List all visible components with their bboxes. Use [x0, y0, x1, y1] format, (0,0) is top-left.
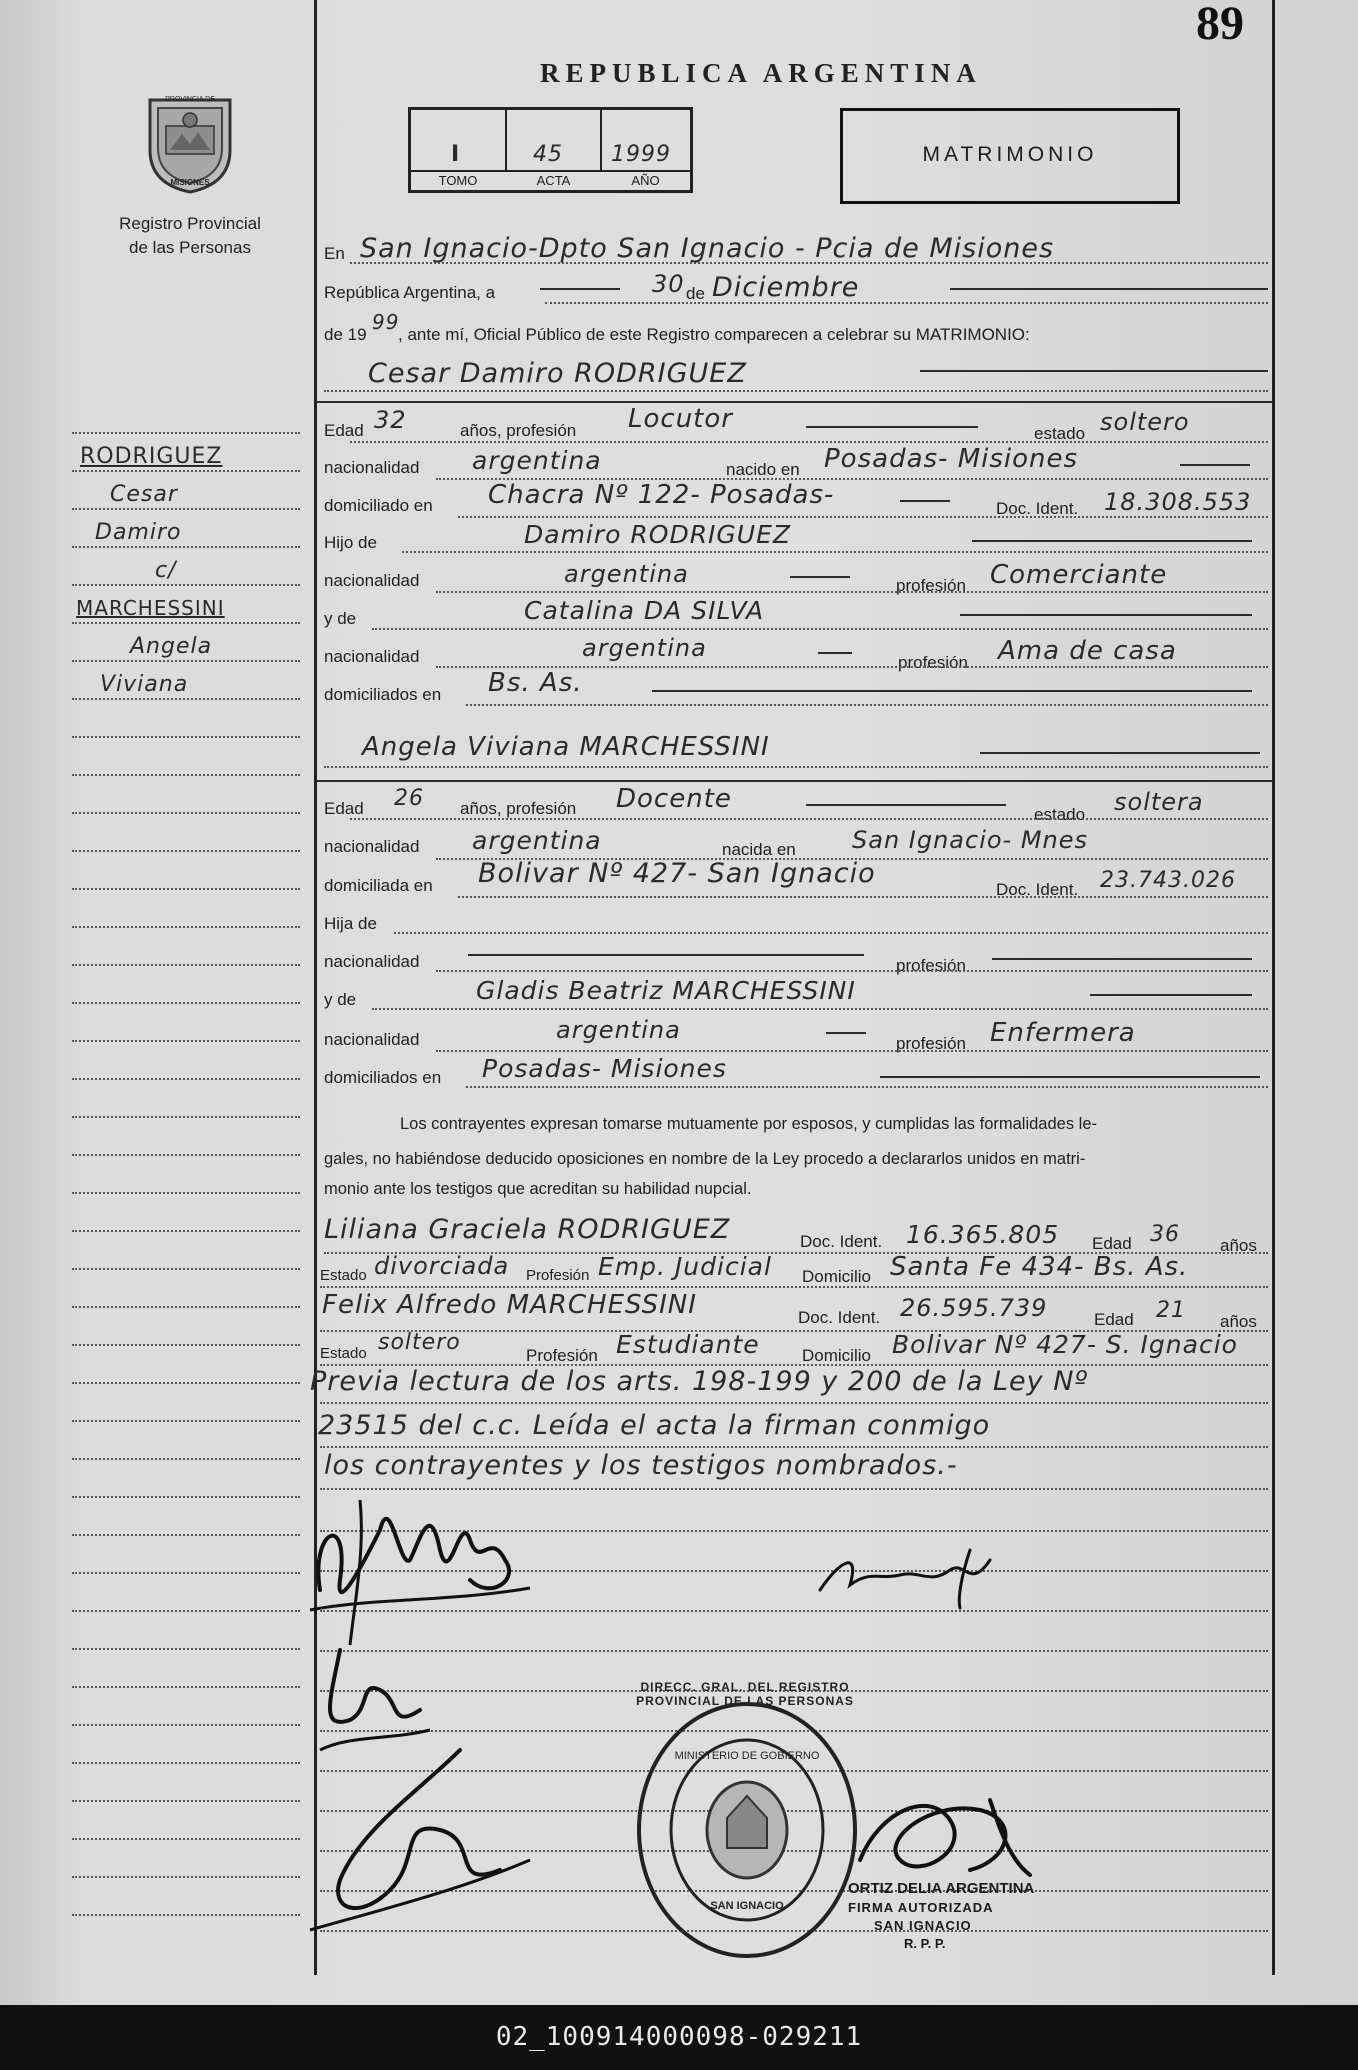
groom-mother-name: Catalina DA SILVA: [524, 596, 765, 625]
frame-right-line: [1272, 0, 1275, 1975]
witness2-signature: [300, 1740, 560, 1940]
witness1-prof-label: Profesión: [526, 1267, 590, 1284]
bride-doc-label: Doc. Ident.: [996, 880, 1079, 899]
bride-nac-label: nacionalidad: [324, 837, 420, 856]
witness2-address: Bolivar Nº 427- S. Ignacio: [892, 1330, 1238, 1359]
groom-hijo-label: Hijo de: [324, 533, 377, 552]
bride-signature: [810, 1540, 1010, 1610]
record-type-box: [840, 108, 1180, 204]
ceremony-month: Diciembre: [712, 272, 860, 303]
groom-age: 32: [374, 406, 407, 434]
bride-profession: Docente: [616, 784, 732, 814]
groom-nac-label: nacionalidad: [324, 458, 420, 477]
bride-parents-dom-label: domiciliados en: [324, 1068, 442, 1087]
witness1-marital-status: divorciada: [374, 1252, 510, 1280]
witness2-anos-label: años: [1220, 1312, 1257, 1331]
witness1-name: Liliana Graciela RODRIGUEZ: [324, 1214, 731, 1245]
official-abbr: R. P. P.: [904, 1936, 946, 1951]
closing-line3: los contrayentes y los testigos nombrados.-: [324, 1450, 958, 1481]
bride-estado-label: estado: [1034, 805, 1086, 824]
registry-stamp-icon: [632, 1698, 862, 1963]
groom-parents-address: Bs. As.: [488, 668, 583, 698]
margin-groom-surname: RODRIGUEZ: [80, 444, 223, 469]
country-title: REPUBLICA ARGENTINA: [540, 58, 982, 88]
witness2-marital-status: soltero: [378, 1330, 461, 1355]
bride-anos-prof-label: años, profesión: [460, 799, 577, 818]
groom-doc-number: 18.308.553: [1104, 488, 1252, 516]
groom-father-name: Damiro RODRIGUEZ: [524, 520, 792, 549]
witness2-doc-label: Doc. Ident.: [798, 1308, 881, 1327]
groom-marital-status: soltero: [1100, 408, 1190, 436]
witness1-doc: 16.365.805: [906, 1220, 1060, 1249]
bride-mother-nac-label: nacionalidad: [324, 1030, 420, 1049]
bride-edad-label: Edad: [324, 799, 364, 818]
groom-dom-label: domiciliado en: [324, 496, 433, 515]
bride-doc-number: 23.743.026: [1100, 868, 1236, 893]
margin-groom-name1: Cesar: [110, 482, 178, 507]
groom-mother-prof-label: profesión: [898, 653, 968, 672]
bride-yde-label: y de: [324, 990, 357, 1009]
groom-father-profession: Comerciante: [990, 560, 1168, 590]
bride-dom-label: domiciliada en: [324, 876, 433, 895]
ceremony-day: 30: [652, 270, 685, 298]
declaration-line3: monio ante los testigos que acreditan su habilidad nupcial.: [324, 1180, 752, 1198]
groom-nacido-label: nacido en: [726, 460, 800, 479]
closing-line2: 23515 del c.c. Leída el acta la firman conmigo: [318, 1410, 991, 1441]
witness1-age: 36: [1150, 1222, 1180, 1247]
ceremony-intro-text: , ante mí, Oficial Público de este Registro comparecen a celebrar su MATRIMONIO:: [398, 325, 1030, 344]
groom-mother-nationality: argentina: [582, 634, 707, 662]
folio-number: 89: [1196, 0, 1244, 50]
en-label: En: [324, 244, 345, 263]
groom-yde-label: y de: [324, 609, 357, 628]
acta-label: ACTA: [536, 173, 571, 188]
stamp-ring-text: DIRECC. GRAL. DEL REGISTRO PROVINCIAL DE LAS PERSONAS: [636, 1680, 854, 1708]
declaration-line1: Los contrayentes expresan tomarse mutuamente por esposos, y cumplidas las formalidades le-: [400, 1115, 1098, 1133]
margin-groom-name2: Damiro: [95, 520, 182, 545]
bride-address: Bolivar Nº 427- San Ignacio: [478, 858, 876, 889]
closing-line1: Previa lectura de los arts. 198-199 y 200 de la Ley Nº: [310, 1366, 1089, 1397]
witness2-edad-label: Edad: [1094, 1310, 1134, 1329]
groom-profession: Locutor: [628, 404, 733, 434]
groom-signature: [290, 1470, 550, 1650]
acta-value: 45: [533, 142, 563, 167]
witness1-edad-label: Edad: [1092, 1234, 1132, 1253]
groom-father-prof-label: profesión: [896, 576, 966, 595]
witness1-address: Santa Fe 434- Bs. As.: [890, 1252, 1189, 1282]
bride-marital-status: soltera: [1114, 788, 1204, 816]
margin-connector: c/: [155, 558, 177, 583]
declaration-line2: gales, no habiéndose deducido oposiciones en nombre de la Ley procedo a declararlos unidos en matri-: [324, 1150, 1086, 1168]
registry-name-line1: Registro Provincial: [119, 214, 261, 233]
witness1-anos-label: años: [1220, 1236, 1257, 1255]
witness1-doc-label: Doc. Ident.: [800, 1232, 883, 1251]
bride-mother-name: Gladis Beatriz MARCHESSINI: [476, 976, 856, 1005]
groom-mother-profession: Ama de casa: [998, 636, 1177, 666]
witness1-dom-label: Domicilio: [802, 1267, 871, 1286]
groom-nationality: argentina: [472, 446, 602, 475]
seal-top-text: PROVINCIA DE: [165, 96, 215, 103]
groom-mother-nac-label: nacionalidad: [324, 647, 420, 666]
bride-father-prof-label: profesión: [896, 956, 966, 975]
margin-bride-name1: Angela: [130, 634, 213, 659]
margin-bride-surname: MARCHESSINI: [76, 596, 225, 620]
witness2-prof-label: Profesión: [526, 1346, 598, 1365]
seal-bottom-text: MISIONES: [170, 178, 210, 187]
groom-birthplace: Posadas- Misiones: [824, 444, 1079, 474]
witness1-profession: Emp. Judicial: [598, 1252, 772, 1281]
bride-mother-nationality: argentina: [556, 1016, 681, 1044]
groom-edad-label: Edad: [324, 421, 364, 440]
bride-father-nac-label: nacionalidad: [324, 952, 420, 971]
year-prefix: de 19: [324, 325, 367, 344]
bride-nationality: argentina: [472, 826, 602, 855]
official-signature: [840, 1780, 1040, 1890]
bride-parents-address: Posadas- Misiones: [482, 1054, 727, 1083]
stamp-inner-top-text: MINISTERIO DE GOBIERNO: [674, 1750, 820, 1762]
witness2-profession: Estudiante: [616, 1330, 760, 1359]
stamp-inner-bottom-text: SAN IGNACIO: [710, 1900, 784, 1912]
bride-age: 26: [394, 786, 424, 811]
witness2-doc: 26.595.739: [900, 1294, 1048, 1322]
official-place: SAN IGNACIO: [874, 1918, 972, 1933]
groom-parents-dom-label: domiciliados en: [324, 685, 442, 704]
de-label: de: [686, 284, 705, 303]
groom-doc-label: Doc. Ident.: [996, 499, 1079, 518]
groom-father-nationality: argentina: [564, 560, 689, 588]
groom-father-nac-label: nacionalidad: [324, 571, 420, 590]
groom-anos-prof-label: años, profesión: [460, 421, 577, 440]
bride-mother-profession: Enfermera: [990, 1018, 1136, 1048]
tomo-label: TOMO: [438, 173, 478, 188]
witness2-name: Felix Alfredo MARCHESSINI: [322, 1290, 697, 1320]
ano-value: 1999: [611, 142, 671, 167]
witness1-estado-label: Estado: [320, 1267, 367, 1284]
ano-label: AÑO: [631, 173, 660, 188]
registry-name-line2: de las Personas: [129, 238, 251, 257]
margin-bride-name2: Viviana: [100, 672, 189, 697]
bride-nacida-label: nacida en: [722, 840, 796, 859]
official-name: ORTIZ DELIA ARGENTINA: [848, 1880, 1035, 1897]
witness2-age: 21: [1156, 1298, 1186, 1323]
scan-image-id: 02_100914000098-029211: [495, 2022, 863, 2052]
ceremony-year: 99: [372, 310, 400, 334]
republica-label: República Argentina, a: [324, 283, 496, 302]
groom-estado-label: estado: [1034, 424, 1086, 443]
bride-mother-prof-label: profesión: [896, 1034, 966, 1053]
groom-full-name: Cesar Damiro RODRIGUEZ: [368, 358, 747, 389]
official-title: FIRMA AUTORIZADA: [848, 1900, 994, 1915]
groom-address: Chacra Nº 122- Posadas-: [488, 480, 835, 510]
record-type-label: MATRIMONIO: [922, 143, 1098, 166]
bride-hija-label: Hija de: [324, 914, 377, 933]
witness2-estado-label: Estado: [320, 1345, 367, 1362]
bride-full-name: Angela Viviana MARCHESSINI: [362, 732, 770, 762]
record-number-box: [408, 107, 693, 193]
tomo-value: I: [451, 142, 461, 167]
ceremony-place: San Ignacio-Dpto San Ignacio - Pcia de Misiones: [360, 233, 1055, 264]
bride-birthplace: San Ignacio- Mnes: [852, 826, 1089, 854]
witness2-dom-label: Domicilio: [802, 1346, 871, 1365]
